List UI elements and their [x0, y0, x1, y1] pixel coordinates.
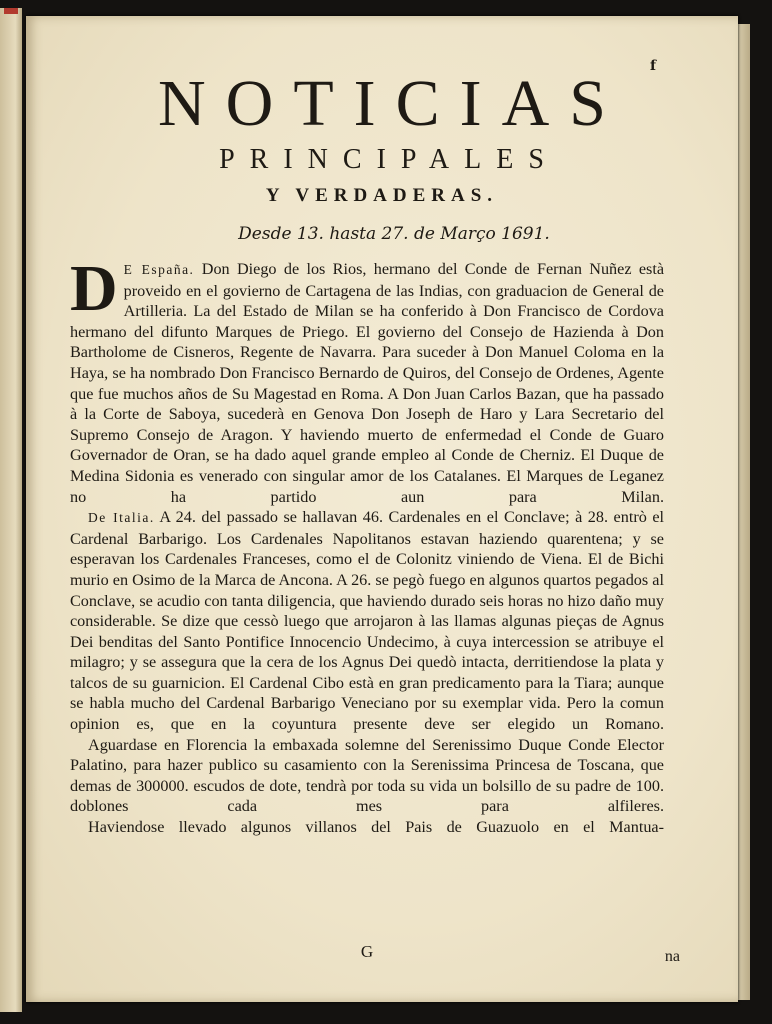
article-body	[70, 252, 665, 838]
paragraph-text: Don Diego de los Rios, hermano del Conde de Fernan Nuñez està proveido en el govierno de Cartagena de las Indias, con graduacion de General de Artilleria. La del Estado de Milan se ha conferido à Don Francisco de Cordova hermano del difunto Marques de Priego. El govierno del Consejo de Hazienda à Don Bartholome de Cisneros, Regente de Navarra. Para suceder à Don Manuel Coloma en la Haya, se ha nombrado Don Francisco Bernardo de Quiros, del Consejo de Ordenes, Agente que fue muchos años de Su Magestad en Roma. A Don Juan Carlos Bazan, que ha passado à la Corte de Saboya, sucederà en Genova Don Joseph de Haro y Lara Secretario del Supremo Consejo de Aragon. Y haviendo muerto de enfermedad el Conde de Guaro Governador de Oran, se ha dado aquel grande empleo al Conde de Cherniz. El Duque de Medina Sidonia es venerado con singular amor de los Catalanes. El Marques de Leganez no ha partido aun para Milan.	[70, 260, 665, 506]
gazette-page	[26, 16, 738, 1002]
left-page-edge	[0, 8, 22, 1012]
folio-mark: f	[649, 58, 656, 74]
paragraph-text: A 24. del passado se hallavan 46. Cardenales en el Conclave; à 28. entrò el Cardenal Barbarigo. Los Cardenales Napolitanos estavan haziendo quarentena; y se esperavan los Cardenales Franceses, como el de Colonitz viniendo de Viena. El de Bichi murio en Osimo de la Marca de Ancona. A 26. se pegò fuego en algunos quartos pegados al Conclave, se acudio con tanta diligencia, que haviendo durado seis horas no hizo daño muy considerable. Se dize que cessò luego que arrojaron à las llamas algunas pieças de Agnus Dei benditas del Santo Pontifice Innocencio Undecimo, à cuya intercession se atribuye el milagro; y se assegura que la cera de los Agnus Dei quedò intacta, derritiendose la plata y talcos de su guarnicion. El Cardenal Cibo està en gran predicamento para la Tiara; aunque se habla mucho del Cardenal Barbarigo Veneciano por su exemplar vida. Pero la comun opinion es, que en la coyuntura presente deve ser elegido un Romano.	[70, 508, 664, 734]
dateline: Desde 13. hasta 27. de Março 1691.	[238, 224, 550, 244]
paragraph-italy	[70, 507, 664, 735]
paragraph-text: Aguardase en Florencia la embaxada solemne del Serenissimo Duque Conde Elector Palatino, para hazer publico su casamiento con la Serenissima Princesa de Toscana, que demas de 300000. escudos de dote, tendrà por toda su vida un bolsillo de su padre de 100. doblones cada mes para alfileres.	[70, 735, 664, 816]
paragraph-spain	[70, 252, 665, 507]
page-footer	[70, 942, 680, 972]
paragraph-florence	[70, 735, 664, 817]
paragraph-text: Haviendose llevado algunos villanos del Pais de Guazuolo en el Mantua-	[88, 818, 664, 837]
drop-cap: D	[70, 252, 118, 325]
signature-mark: G	[360, 942, 374, 961]
masthead-subtitle: PRINCIPALES	[219, 144, 559, 175]
masthead-title: NOTICIAS	[158, 67, 626, 140]
paragraph-guazuolo	[70, 817, 664, 838]
section-lead-spain: E España.	[123, 262, 195, 277]
right-page-stack	[738, 24, 750, 1000]
masthead-subtitle-2: Y VERDADERAS.	[265, 185, 499, 206]
section-lead-italy: De Italia.	[88, 510, 155, 526]
catchword: na	[664, 948, 680, 965]
